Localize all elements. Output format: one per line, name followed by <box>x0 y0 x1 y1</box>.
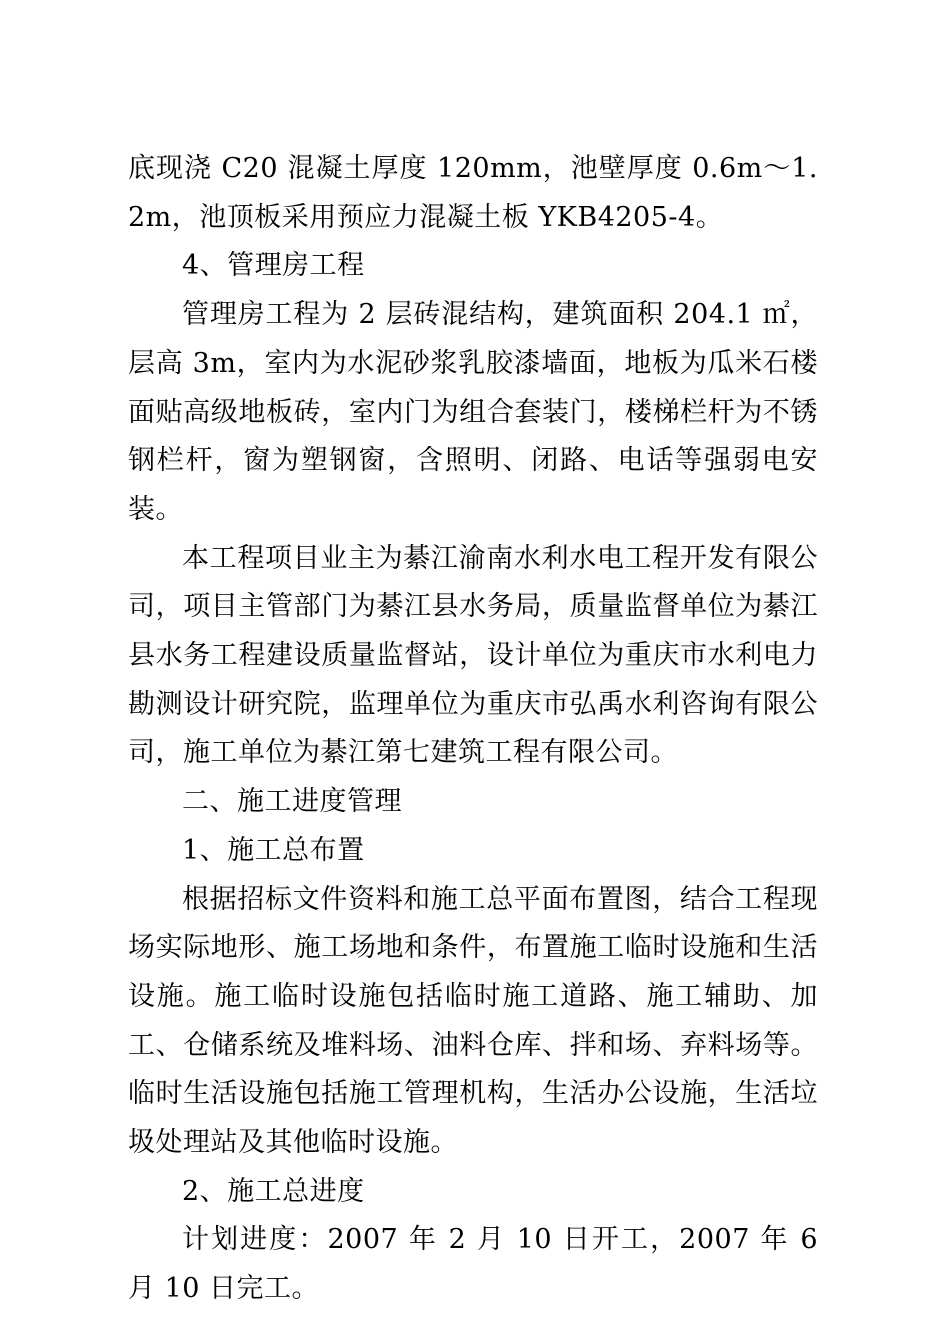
heading-schedule-management: 二、施工进度管理 <box>182 786 402 818</box>
paragraph-general-layout: 根据招标文件资料和施工总平面布置图，结合工程现场实际地形、施工场地和条件，布置施工临时设施和生活设施。施工临时设施包括临时施工道路、施工辅助、加工、仓储系统及堆料场、油料仓库、拌和场、弃料场等。临时生活设施包括施工管理机构，生活办公设施，生活垃圾处理站及其他临时设施。 <box>128 883 818 1159</box>
heading-management-house: 4、管理房工程 <box>182 250 365 282</box>
heading-general-schedule: 2、施工总进度 <box>182 1175 365 1207</box>
paragraph-planned-schedule: 计划进度：2007 年 2 月 10 日开工，2007 年 6 月 10 日完工。 <box>128 1224 818 1305</box>
heading-general-layout: 1、施工总布置 <box>182 834 365 866</box>
paragraph-project-parties: 本工程项目业主为綦江渝南水利水电工程开发有限公司，项目主管部门为綦江县水务局，质量监督单位为綦江县水务工程建设质量监督站，设计单位为重庆市水利电力勘测设计研究院，监理单位为重庆市弘禹水利咨询有限公司，施工单位为綦江第七建筑工程有限公司。 <box>128 542 818 769</box>
paragraph-management-house: 管理房工程为 2 层砖混结构，建筑面积 204.1 ㎡，层高 3m，室内为水泥砂浆乳胶漆墙面，地板为瓜米石楼面贴高级地板砖，室内门为组合套装门，楼梯栏杆为不锈钢栏杆，窗为塑钢窗，含照明、闭路、电话等强弱电安装。 <box>128 299 818 525</box>
document-page <box>128 145 818 1314</box>
paragraph-pool-structure: 底现浇 C20 混凝土厚度 120mm，池壁厚度 0.6m～1.2m，池顶板采用预应力混凝土板 YKB4205-4。 <box>128 153 818 233</box>
